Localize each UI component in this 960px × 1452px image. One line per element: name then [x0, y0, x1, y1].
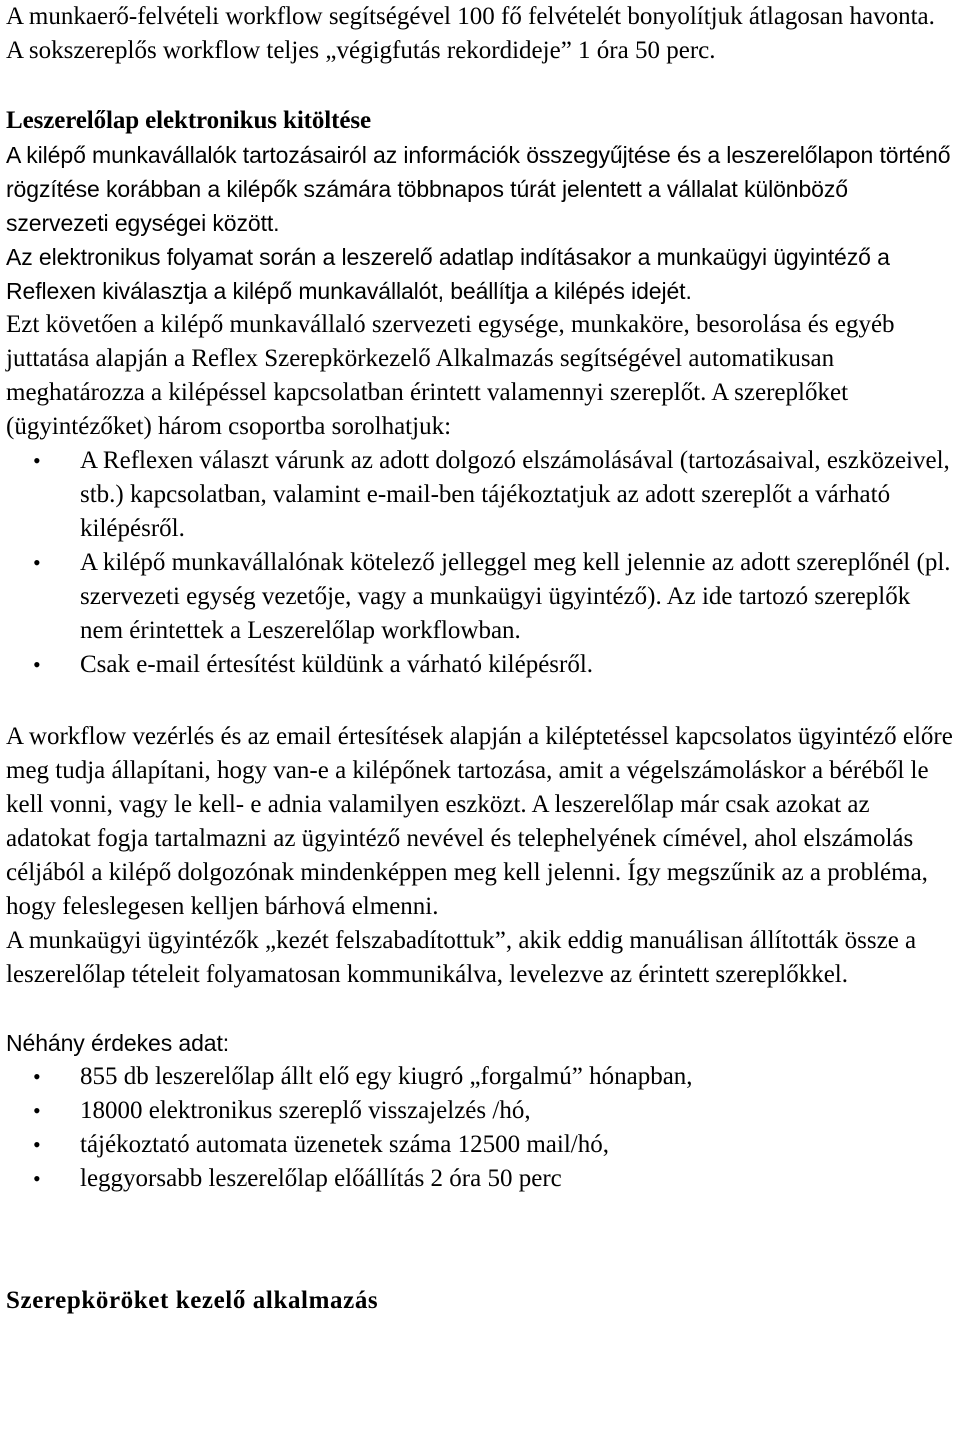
document-page [6, 0, 954, 1318]
list-item [6, 1060, 954, 1094]
szereplo-csoportok-list [6, 444, 954, 682]
facts-title: Néhány érdekes adat: [6, 1030, 230, 1056]
bullet-icon: • [33, 1166, 41, 1191]
list-item [6, 1162, 954, 1196]
paragraph-elektronikus-folyamat: Az elektronikus folyamat során a leszerelő adatlap indításakor a munkaügyi ügyintéző a Reflexen kiválasztja a kilépő munkavállalót, beállítja a kilépés idejét. [6, 244, 890, 304]
list-item [6, 546, 954, 648]
list-item-text: 18000 elektronikus szereplő visszajelzés /hó, [80, 1097, 531, 1124]
list-item [6, 648, 954, 682]
bullet-icon: • [33, 1098, 41, 1123]
bullet-icon: • [33, 652, 41, 677]
list-item-text: leggyorsabb leszerelőlap előállítás 2 óra 50 perc [80, 1165, 562, 1192]
bullet-icon: • [33, 550, 41, 575]
list-item-text: tájékoztató automata üzenetek száma 12500 mail/hó, [80, 1131, 609, 1158]
bullet-icon: • [33, 1064, 41, 1089]
paragraph-ugyintezok: A munkaügyi ügyintézők „kezét felszabadítottuk”, akik eddig manuálisan állították össze a leszerelőlap tételeit folyamatosan kommunikálva, levelezve az érintett szereplőkkel. [6, 927, 917, 988]
list-item [6, 444, 954, 546]
bullet-icon: • [33, 1132, 41, 1157]
list-item [6, 1094, 954, 1128]
list-item-text: A kilépő munkavállalónak kötelező jelleggel meg kell jelennie az adott szereplőnél (pl. szervezeti egység vezetője, vagy a munkaügyi ügyintéző). Az ide tartozó szereplők nem érintettek a Leszerelőlap workflowban. [80, 549, 951, 644]
paragraph-leszerelolap-intro: A kilépő munkavállalók tartozásairól az információk összegyűjtése és a leszerelőlapon történő rögzítése korábban a kilépők számára többnapos túrát jelentett a vállalat különböző szervezeti egységei között. [6, 142, 951, 236]
paragraph-szereplok: Ezt követően a kilépő munkavállaló szervezeti egysége, munkaköre, besorolása és egyéb juttatása alapján a Reflex Szerepkörkezelő Alkalmazás segítségével automatikusan meghatározza a kilépéssel kapcsolatban érintett valamennyi szereplőt. A szereplőket (ügyintézőket) három csoportba sorolhatjuk: [6, 311, 895, 440]
list-item [6, 1128, 954, 1162]
intro-line-1: A munkaerő-felvételi workflow segítségével 100 fő felvételét bonyolítjuk átlagosan havonta. [6, 3, 935, 30]
list-item-text: A Reflexen választ várunk az adott dolgozó elszámolásával (tartozásaival, eszközeivel, stb.) kapcsolatban, valamint e-mail-ben tájékoztatjuk az adott szereplőt a várható kilépésről. [80, 447, 950, 542]
facts-list [6, 1060, 954, 1196]
intro-line-2: A sokszereplős workflow teljes „végigfutás rekordideje” 1 óra 50 perc. [6, 37, 716, 64]
paragraph-workflow-vezerles: A workflow vezérlés és az email értesítések alapján a kiléptetéssel kapcsolatos ügyintéző előre meg tudja állapítani, hogy van-e a kilépőnek tartozása, amit a végelszámoláskor a béréből le kell vonni, vagy le kell- e adnia valamilyen eszközt. A leszerelőlap már csak azokat az adatokat fogja tartalmazni az ügyintéző nevével és telephelyének címével, ahol elszámolás céljából a kilépő dolgozónak mindenképpen meg kell jelenni. Így megszűnik az a probléma, hogy feleslegesen kelljen bárhová elmenni. [6, 723, 953, 920]
section-heading-leszerelolap: Leszerelőlap elektronikus kitöltése [6, 107, 371, 134]
list-item-text: 855 db leszerelőlap állt elő egy kiugró „forgalmú” hónapban, [80, 1063, 693, 1090]
bullet-icon: • [33, 448, 41, 473]
section-heading-szerepkorok: Szerepköröket kezelő alkalmazás [6, 1287, 379, 1314]
list-item-text: Csak e-mail értesítést küldünk a várható kilépésről. [80, 651, 594, 678]
